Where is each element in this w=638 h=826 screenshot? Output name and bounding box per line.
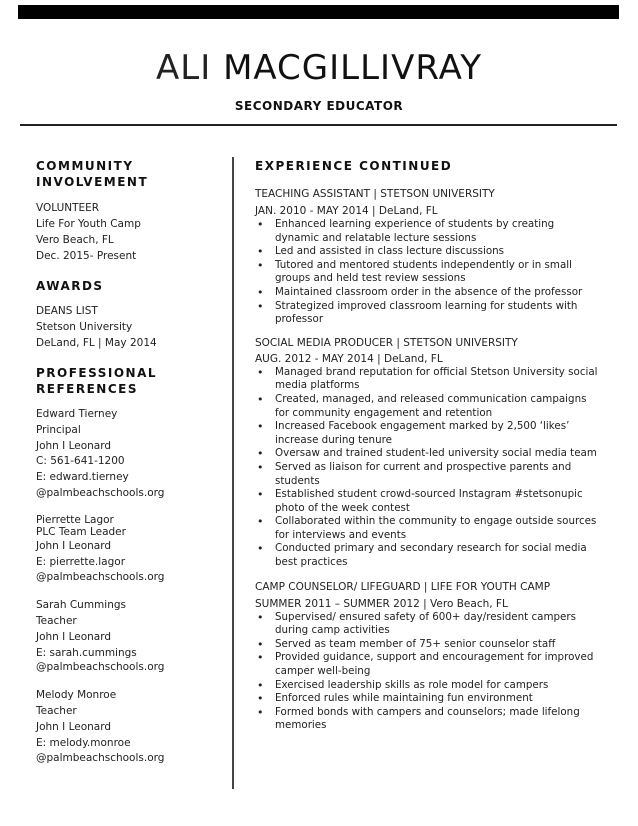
reference-line: John I Leonard [36, 720, 112, 733]
job-bullet: • Conducted primary and secondary research for social media best practices [255, 542, 600, 569]
job-bullet: • Formed bonds with campers and counselors; made lifelong memories [255, 706, 600, 733]
job-bullet: • Established student crowd-sourced Instagram #stetsonupic photo of the week contest [255, 488, 600, 515]
job-entry [255, 336, 600, 570]
reference-line: PLC Team Leader [36, 525, 126, 538]
reference-line: Melody Monroe [36, 689, 117, 702]
reference-line: C: 561-641-1200 [36, 455, 125, 468]
job-bullet: • Led and assisted in class lecture discussions [255, 245, 600, 259]
job-title: CAMP COUNSELOR/ LIFEGUARD | LIFE FOR YOUTH CAMP [255, 580, 551, 593]
reference-line: @palmbeachschools.org [36, 661, 165, 674]
job-bullet: • Created, managed, and released communication campaigns for community engagement and retention [255, 393, 600, 420]
job-entry [255, 187, 600, 327]
reference-line: Teacher [36, 705, 77, 718]
job-bullet: • Strategized improved classroom learning for students with professor [255, 300, 600, 327]
left-column [36, 158, 221, 765]
references-title-line1: PROFESSIONAL [36, 366, 158, 380]
reference-line: @palmbeachschools.org [36, 486, 165, 499]
column-divider [232, 157, 234, 789]
job-entry [255, 580, 600, 733]
job-bullet: • Served as team member of 75+ senior counselor staff [255, 638, 600, 652]
awards-line: DEANS LIST [36, 305, 98, 317]
reference-line: John I Leonard [36, 630, 112, 643]
header-divider [20, 124, 617, 126]
awards-line: DeLand, FL | May 2014 [36, 337, 157, 349]
reference-line: E: sarah.cummings [36, 646, 137, 659]
job-bullet: • Oversaw and trained student-led university social media team [255, 447, 600, 461]
community-line: Dec. 2015- Present [36, 250, 137, 262]
awards-section [36, 278, 221, 351]
job-subtitle: SECONDARY EDUCATOR [234, 99, 404, 113]
reference-entry [36, 407, 221, 502]
job-bullets [255, 611, 600, 733]
reference-line: Teacher [36, 614, 77, 627]
first-name: ALI [156, 48, 212, 88]
job-bullet: • Managed brand reputation for official Stetson University social media platforms [255, 366, 600, 393]
reference-line: E: edward.tierney [36, 471, 129, 484]
job-title: SOCIAL MEDIA PRODUCER | STETSON UNIVERSITY [255, 336, 518, 349]
job-bullet: • Increased Facebook engagement marked by 2,500 ‘likes’ increase during tenure [255, 420, 600, 447]
job-date: SUMMER 2011 – SUMMER 2012 | Vero Beach, FL [255, 597, 508, 610]
reference-line: John I Leonard [36, 439, 112, 452]
reference-line: Pierrette Lagor [36, 513, 114, 526]
job-date: JAN. 2010 - MAY 2014 | DeLand, FL [255, 205, 438, 217]
last-name: MACGILLIVRAY [223, 48, 482, 88]
community-line: Vero Beach, FL [36, 234, 114, 246]
reference-line: Edward Tierney [36, 408, 118, 420]
job-bullets [255, 218, 600, 327]
awards-title: AWARDS [36, 279, 104, 293]
job-bullet: • Served as liaison for current and prospective parents and students [255, 461, 600, 488]
reference-entry [36, 514, 221, 586]
reference-entry [36, 688, 221, 764]
awards-line: Stetson University [36, 321, 133, 333]
reference-line: @palmbeachschools.org [36, 571, 165, 584]
job-bullet: • Tutored and mentored students independently or in small groups and held test review sessions [255, 259, 600, 286]
job-bullet: • Supervised/ ensured safety of 600+ day/resident campers during camp activities [255, 611, 600, 638]
references-section [36, 365, 221, 765]
job-bullet: • Enforced rules while maintaining fun environment [255, 692, 600, 706]
community-section [36, 158, 221, 264]
job-bullet: • Maintained classroom order in the absence of the professor [255, 286, 600, 300]
reference-line: Sarah Cummings [36, 599, 126, 612]
job-title: TEACHING ASSISTANT | STETSON UNIVERSITY [255, 188, 495, 200]
community-line: VOLUNTEER [36, 202, 100, 214]
reference-line: @palmbeachschools.org [36, 751, 165, 764]
resume-name [0, 48, 638, 88]
community-line: Life For Youth Camp [36, 218, 141, 230]
community-title-line1: COMMUNITY [36, 159, 134, 173]
reference-line: John I Leonard [36, 539, 112, 552]
job-date: AUG. 2012 - MAY 2014 | DeLand, FL [255, 352, 443, 365]
right-column [255, 158, 600, 733]
top-bar [18, 5, 619, 19]
job-bullet: • Enhanced learning experience of students by creating dynamic and relatable lecture sessions [255, 218, 600, 245]
references-title-line2: REFERENCES [36, 382, 138, 396]
job-bullet: • Provided guidance, support and encouragement for improved camper well-being [255, 651, 600, 678]
job-bullets [255, 366, 600, 570]
reference-line: E: pierrette.lagor [36, 555, 126, 568]
experience-title: EXPERIENCE CONTINUED [255, 159, 453, 173]
reference-line: E: melody.monroe [36, 736, 131, 749]
reference-entry [36, 598, 221, 674]
reference-line: Principal [36, 423, 81, 436]
job-bullet: • Collaborated within the community to engage outside sources for interviews and events [255, 515, 600, 542]
job-bullet: • Exercised leadership skills as role model for campers [255, 679, 600, 693]
community-title-line2: INVOLVEMENT [36, 175, 149, 189]
